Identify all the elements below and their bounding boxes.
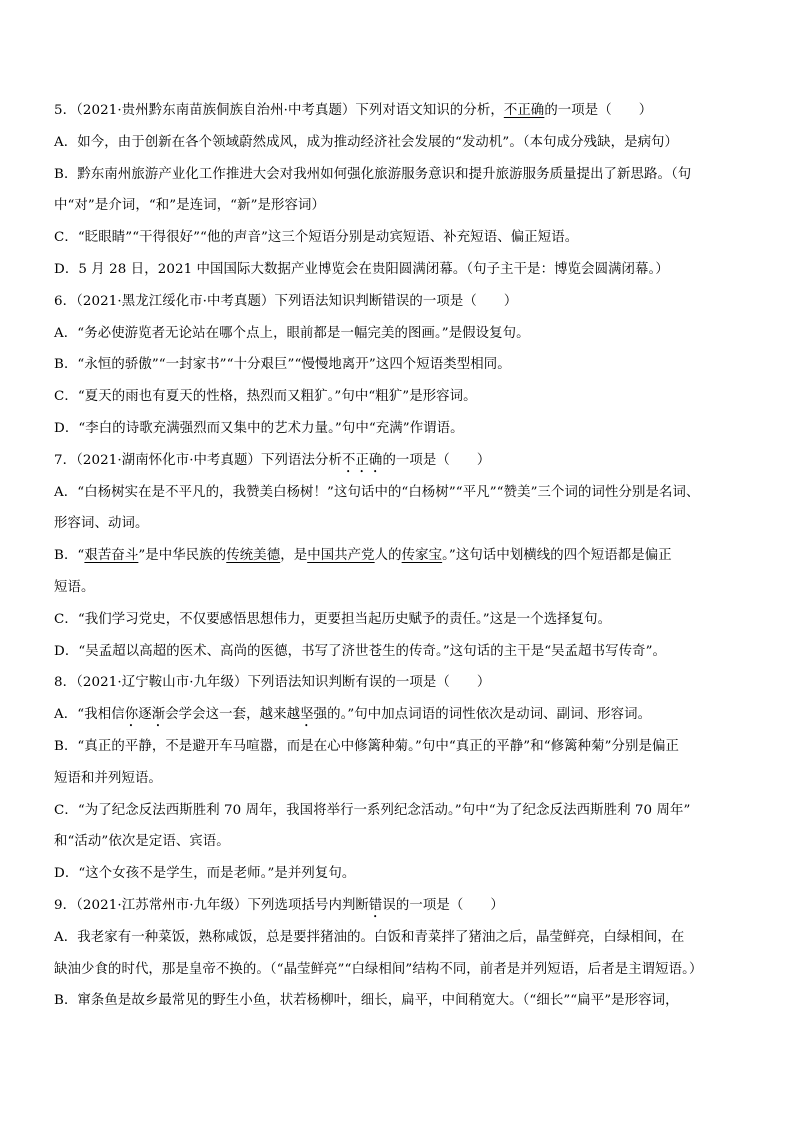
text-segment: B．“真正的平静，不是避开车马喧嚣，而是在心中修篱种菊。”句中“真正的平静”和“修篱种菊”分别是偏正 [54,738,680,754]
underlined-text: 传统美德 [226,548,281,564]
text-segment: A．我老家有一种菜饭，熟称咸饭，总是要拌猪油的。白饭和青菜拌了猪油之后，晶莹鲜亮，白绿相间，在 [54,929,685,945]
text-line [54,731,744,763]
text-line [54,890,744,922]
text-line [54,985,744,1017]
text-segment: 缺油少食的时代，那是皇帝不换的。（“晶莹鲜亮”“白绿相间”结构不同，前者是并列短语，后者是主谓短语。） [54,961,703,977]
text-segment: B．“永恒的骄傲”“一封家书”“十分艰巨”“慢慢地离开”这四个短语类型相同。 [54,357,511,373]
text-segment: 会学会这一套，越来越 [165,707,301,723]
document-page [54,95,744,1017]
text-line [54,190,744,222]
text-line [54,508,744,540]
text-line [54,222,744,254]
text-segment: C．“眨眼睛”“干得很好”“他的声音”这三个短语分别是动宾短语、补充短语、偏正短语。 [54,230,579,246]
text-line [54,254,744,286]
text-segment: A．“白杨树实在是不平凡的，我赞美白杨树！”这句话中的“白杨树”“平凡”“赞美”三个词的词性分别是名词、 [54,484,700,500]
text-line [54,763,744,795]
text-line [54,540,744,572]
text-line [54,572,744,604]
text-line [54,636,744,668]
text-line [54,922,744,954]
text-line [54,413,744,445]
underlined-text: 传家宝 [401,548,443,564]
text-line [54,667,744,699]
text-segment: A．“我相信 [54,707,125,723]
text-segment: A．如今，由于创新在各个领域蔚然成风，成为推动经济社会发展的“发动机”。（本句成分残缺，是病句） [54,134,679,150]
text-segment: 和“活动”依次是定语、宾语。 [54,834,230,850]
text-line [54,954,744,986]
text-segment: B．黔东南州旅游产业化工作推进大会对我州如何强化旅游服务意识和提升旅游服务质量提出了新思路。（句 [54,166,692,182]
text-line [54,699,744,731]
text-line [54,477,744,509]
text-segment: 8．（2021·辽宁鞍山市·九年级）下列语法知识判断有误的一项是（ ） [54,675,491,691]
text-line [54,604,744,636]
text-segment: 强的。”句中加点词语的词性依次是动词、副词、形容词。 [313,707,652,723]
text-segment: 短语。 [54,579,95,595]
text-segment: 9．（2021·江苏常州市·九年级）下列选项括号内判断 [54,897,369,913]
text-segment: D．“李白的诗歌充满强烈而又集中的艺术力量。”句中“充满”作谓语。 [54,420,464,436]
underlined-text: 中国共产党 [307,548,375,564]
text-line [54,858,744,890]
text-line [54,826,744,858]
dotted-text: 错 [368,897,383,913]
underlined-text: 艰苦奋斗 [84,548,139,564]
text-segment: C．“我们学习党史，不仅要感悟思想伟力，更要担当起历史赋予的责任。”这是一个选择复句。 [54,611,612,627]
text-segment: C．“为了纪念反法西斯胜利 70 周年，我国将举行一系列纪念活动。”句中“为了纪念反法西斯胜利 70 周年” [54,802,691,818]
text-line [54,95,744,127]
text-line [54,381,744,413]
text-segment: 形容词、动词。 [54,516,149,532]
text-line [54,349,744,381]
text-segment: D．“吴孟超以高超的医术、高尚的医德，书写了济世苍生的传奇。”这句话的主干是“吴孟超书写传奇”。 [54,643,667,659]
text-segment: 人的 [374,548,402,564]
text-segment: D．5 月 28 日，2021 中国国际大数据产业博览会在贵阳圆满闭幕。（句子主干是：博览会圆满闭幕。） [54,261,669,277]
text-segment: B．“ [54,548,85,564]
text-segment: 的一项是（ ） [544,103,653,118]
text-line [54,159,744,191]
text-segment: B．窜条鱼是故乡最常见的野生小鱼，状若杨柳叶，细长，扁平，中间稍宽大。（“细长”“扁平”是形容词， [54,993,679,1009]
text-line [54,286,744,318]
text-segment: 短语和并列短语。 [54,770,162,786]
text-segment: 。”这句话中划横线的四个短语都是偏正 [442,548,672,564]
text-line [54,795,744,827]
text-segment: A．“务必使游览者无论站在哪个点上，眼前都是一幅完美的图画。”是假设复句。 [54,325,530,341]
text-line [54,445,744,477]
text-segment: ，是 [280,548,308,564]
text-segment: 5．（2021·贵州黔东南苗族侗族自治州·中考真题）下列对语文知识的分析， [54,103,504,118]
text-segment: 的一项是（ ） [382,452,491,468]
text-segment: ”是中华民族的 [138,548,227,564]
text-segment: D．“这个女孩不是学生，而是老师。”是并列复句。 [54,866,356,882]
text-segment: C．“夏天的雨也有夏天的性格，热烈而又粗犷。”句中“粗犷”是形容词。 [54,389,477,405]
underlined-text: 不正确 [503,103,545,118]
text-segment: 逐 [138,707,152,723]
text-segment: 中“对”是介词，“和”是连词，“新”是形容词） [54,198,326,214]
text-segment: 7．（2021·湖南怀化市·中考真题）下列语法分析 [54,452,342,468]
dotted-text: 渐 [151,707,166,723]
text-segment: 6．（2021·黑龙江绥化市·中考真题）下列语法知识判断错误的一项是（ ） [54,293,518,309]
dotted-text: 不正确 [341,452,383,468]
dotted-text: 坚 [300,707,314,723]
text-segment: 误的一项是（ ） [382,897,504,913]
dotted-text: 你 [124,707,139,723]
text-line [54,318,744,350]
text-line [54,127,744,159]
